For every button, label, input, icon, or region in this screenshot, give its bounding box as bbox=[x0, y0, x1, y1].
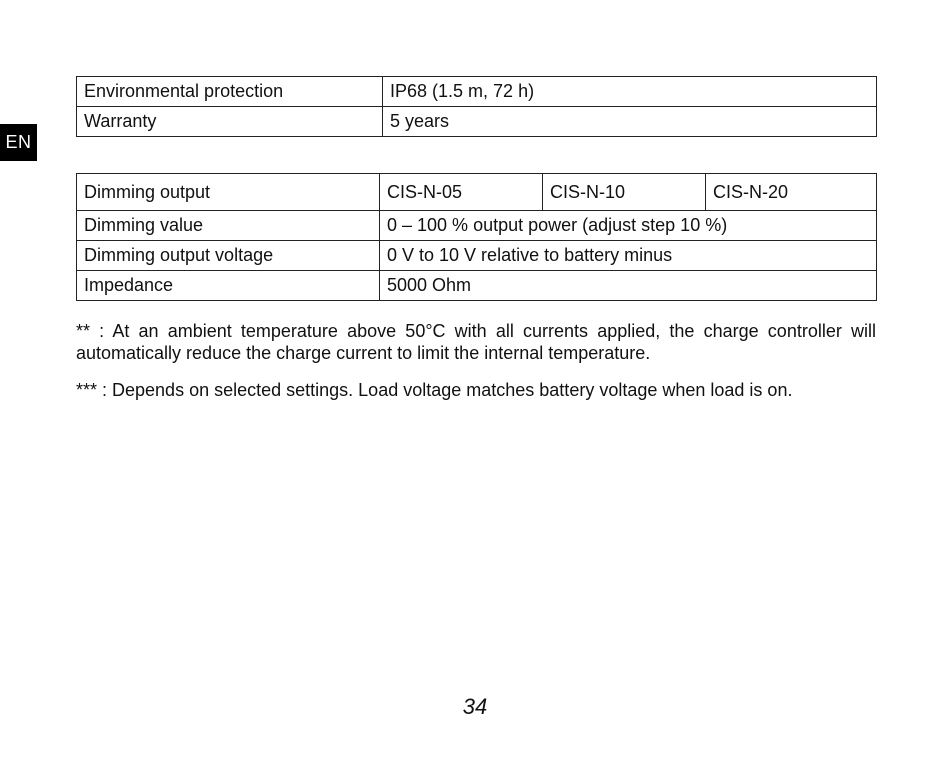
spec-value: 0 – 100 % output power (adjust step 10 %) bbox=[380, 211, 877, 241]
model-header: CIS-N-05 bbox=[380, 174, 543, 211]
spec-value: 5000 Ohm bbox=[380, 271, 877, 301]
dimming-spec-table bbox=[76, 173, 877, 301]
footnote-double-asterisk: ** : At an ambient temperature above 50°C with all currents applied, the charge controller will automatically reduce the charge current to limit the internal temperature. bbox=[76, 321, 876, 363]
language-tab-label: EN bbox=[5, 132, 32, 152]
table-row bbox=[77, 77, 877, 107]
model-header: CIS-N-10 bbox=[543, 174, 706, 211]
model-header: CIS-N-20 bbox=[706, 174, 877, 211]
table-row bbox=[77, 211, 877, 241]
table-header-row bbox=[77, 174, 877, 211]
language-tab bbox=[0, 124, 37, 161]
spec-value: 5 years bbox=[383, 107, 877, 137]
spec-value: 0 V to 10 V relative to battery minus bbox=[380, 241, 877, 271]
header-label: Dimming output bbox=[77, 174, 380, 211]
spec-label: Impedance bbox=[77, 271, 380, 301]
spec-label: Warranty bbox=[77, 107, 383, 137]
spec-value: IP68 (1.5 m, 72 h) bbox=[383, 77, 877, 107]
spec-label: Dimming value bbox=[77, 211, 380, 241]
spec-label: Environmental protection bbox=[77, 77, 383, 107]
page-number: 34 bbox=[462, 694, 488, 719]
general-spec-table bbox=[76, 76, 877, 137]
footnote-triple-asterisk: *** : Depends on selected settings. Load voltage matches battery voltage when load is on. bbox=[76, 380, 793, 400]
spec-label: Dimming output voltage bbox=[77, 241, 380, 271]
table-row bbox=[77, 107, 877, 137]
table-row bbox=[77, 241, 877, 271]
table-row bbox=[77, 271, 877, 301]
